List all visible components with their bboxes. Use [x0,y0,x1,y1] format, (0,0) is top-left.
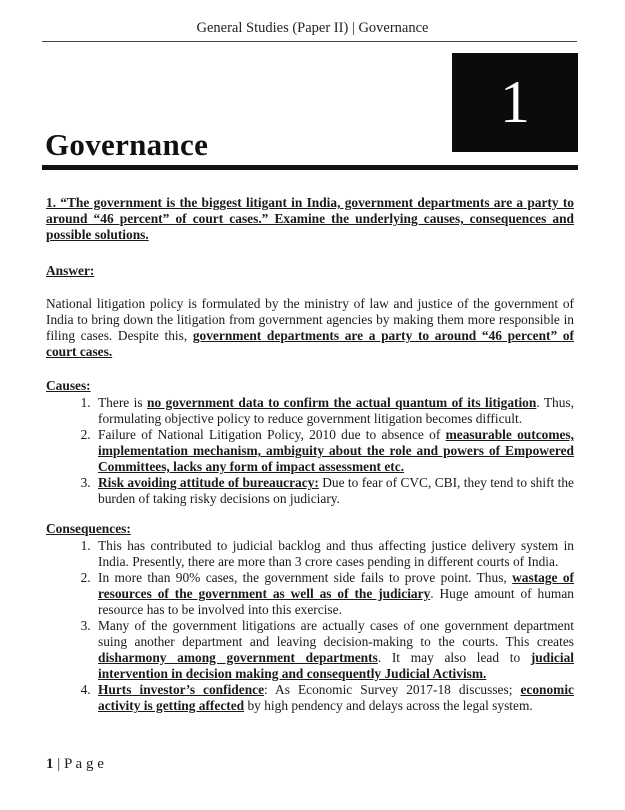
page-label: | P a g e [53,756,104,772]
causes-list [46,395,574,507]
list-item: 3. Many of the government litigations are actually cases of one government department suing another department and leaving decision-making to the courts. This creates disharmony among government departments. It may also lead to judicial intervention in decision making and consequently Judicial Activism. [94,618,574,682]
running-header: General Studies (Paper II) | Governance [196,20,429,36]
list-item: 2. Failure of National Litigation Policy, 2010 due to absence of measurable outcomes, implementation mechanism, ambiguity about the role and powers of Empowered Committees, lacks any form of impact assessment etc. [94,427,574,475]
page-footer [46,756,104,773]
consequences-list [46,538,574,714]
list-item: 1. There is no government data to confirm the actual quantum of its litigation. Thus, formulating objective policy to reduce government litigation becomes difficult. [94,395,574,427]
header-rule [42,41,577,42]
causes-heading: Causes: [46,378,91,393]
list-item: 4. Hurts investor’s confidence: As Economic Survey 2017-18 discusses; economic activity is getting affected by high pendency and delays across the legal system. [94,682,574,714]
list-item: 3. Risk avoiding attitude of bureaucracy: Due to fear of CVC, CBI, they tend to shift the burden of taking risky decisions on judiciary. [94,475,574,507]
intro-text: National litigation policy is formulated by the ministry of law and justice of the government of India to bring down the litigation from government agencies by making them more responsible in filing cases. Despite this, [46,296,574,343]
list-item: 1. This has contributed to judicial backlog and thus affecting justice delivery system in India. Presently, there are more than 3 crore cases pending in different courts of India. [94,538,574,570]
chapter-number-box: 1 [452,53,578,152]
list-item: 2. In more than 90% cases, the government side fails to prove point. Thus, wastage of resources of the government as well as of the judiciary. Huge amount of human resource has to be involved into this exercise. [94,570,574,618]
title-rule [42,165,578,170]
intro-highlight: government departments are a party to around “46 percent” of court cases. [46,328,575,359]
chapter-title: Governance [45,127,209,162]
intro-paragraph [46,296,574,360]
page-content [46,195,574,714]
answer-heading: Answer: [46,263,95,278]
page-number: 1 [46,756,54,772]
question-text: 1. “The government is the biggest litigant in India, government departments are a party to around “46 percent” of court cases.” Examine the underlying causes, consequences and possible solutions. [46,195,574,242]
consequences-heading: Consequences: [46,521,131,536]
